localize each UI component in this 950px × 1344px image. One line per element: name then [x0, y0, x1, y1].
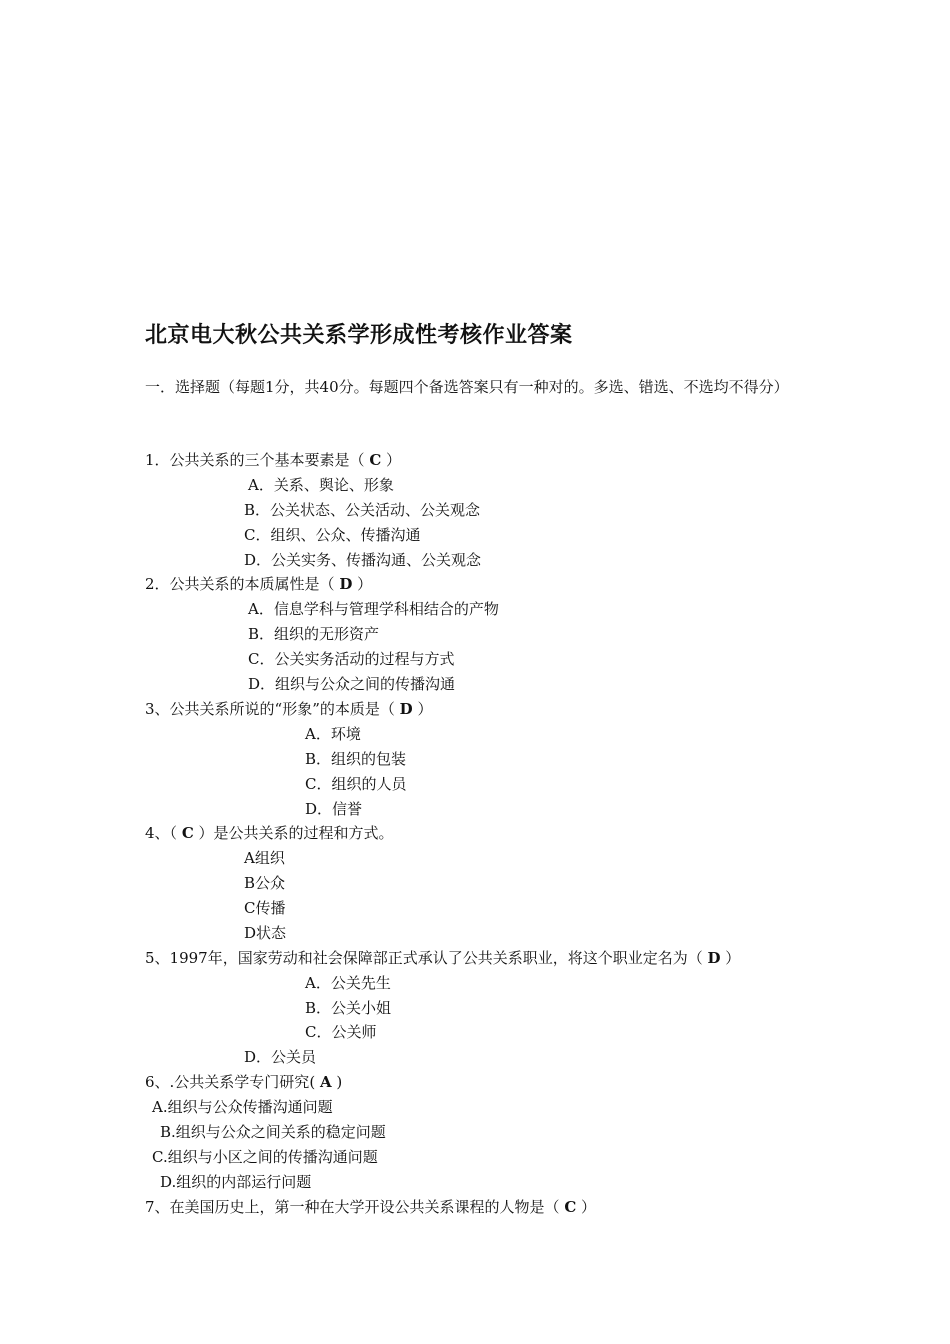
- question-5: [145, 948, 740, 968]
- option-item: A．公关先生: [305, 974, 391, 992]
- question-2: [145, 574, 372, 594]
- option-item: B．组织的包装: [305, 750, 407, 768]
- option-item: C．组织的人员: [305, 775, 407, 793]
- option-item: D状态: [244, 924, 287, 942]
- question-4: [145, 823, 394, 843]
- question-3: [145, 699, 432, 719]
- question-suffix: ）: [720, 949, 741, 967]
- option-item: C.组织与小区之间的传播沟通问题: [152, 1148, 378, 1166]
- question-text: 3、公共关系所说的“形象”的本质是（: [145, 700, 400, 718]
- question-text: 5、1997年，国家劳动和社会保障部正式承认了公共关系职业，将这个职业定名为（: [145, 949, 708, 967]
- option-item: B．公关状态、公关活动、公关观念: [244, 501, 481, 519]
- option-item: A.组织与公众传播沟通问题: [152, 1098, 333, 1116]
- option-item: C．组织、公众、传播沟通: [244, 526, 421, 544]
- option-item: C传播: [244, 899, 286, 917]
- question-text: 2．公共关系的本质属性是（: [145, 575, 340, 593]
- question-7: [145, 1197, 596, 1217]
- option-item: D．信誉: [305, 800, 363, 818]
- question-1: [145, 450, 401, 470]
- answer-letter: C: [564, 1198, 577, 1216]
- option-item: C．公关师: [305, 1023, 377, 1041]
- question-text: 1．公共关系的三个基本要素是（: [145, 451, 370, 469]
- question-6: [145, 1072, 342, 1092]
- option-item: A组织: [244, 849, 285, 867]
- answer-letter: D: [399, 700, 413, 718]
- question-suffix: ）: [352, 575, 373, 593]
- option-item: A．关系、舆论、形象: [248, 476, 394, 494]
- option-item: C．公关实务活动的过程与方式: [248, 650, 455, 668]
- question-suffix: ）: [381, 451, 402, 469]
- option-item: D．公关员: [244, 1048, 317, 1066]
- question-text: 7、在美国历史上，第一种在大学开设公共关系课程的人物是（: [145, 1198, 565, 1216]
- option-item: D．组织与公众之间的传播沟通: [248, 675, 456, 693]
- question-suffix: ）: [576, 1198, 597, 1216]
- option-item: B．公关小姐: [305, 999, 392, 1017]
- answer-letter: D: [339, 575, 353, 593]
- option-item: B．组织的无形资产: [248, 625, 380, 643]
- option-item: B公众: [244, 874, 286, 892]
- option-item: D．公关实务、传播沟通、公关观念: [244, 551, 482, 569]
- option-item: A．信息学科与管理学科相结合的产物: [248, 600, 499, 618]
- question-suffix: ）是公共关系的过程和方式。: [193, 824, 394, 842]
- section-header: 一．选择题（每题1分，共40分。每题四个备选答案只有一种对的。多选、错选、不选均不得分）: [145, 378, 789, 396]
- option-item: B.组织与公众之间关系的稳定问题: [160, 1123, 386, 1141]
- option-item: D.组织的内部运行问题: [160, 1173, 312, 1191]
- answer-letter: C: [369, 451, 382, 469]
- answer-letter: D: [707, 949, 721, 967]
- option-item: A．环境: [305, 725, 361, 743]
- document-title: 北京电大秋公共关系学形成性考核作业答案: [145, 323, 573, 348]
- question-suffix: ）: [412, 700, 433, 718]
- answer-letter: A: [319, 1073, 332, 1091]
- question-suffix: ): [331, 1073, 343, 1091]
- question-text: 6、.公共关系学专门研究(: [145, 1073, 320, 1091]
- answer-letter: C: [181, 824, 194, 842]
- question-text: 4、（: [145, 824, 182, 842]
